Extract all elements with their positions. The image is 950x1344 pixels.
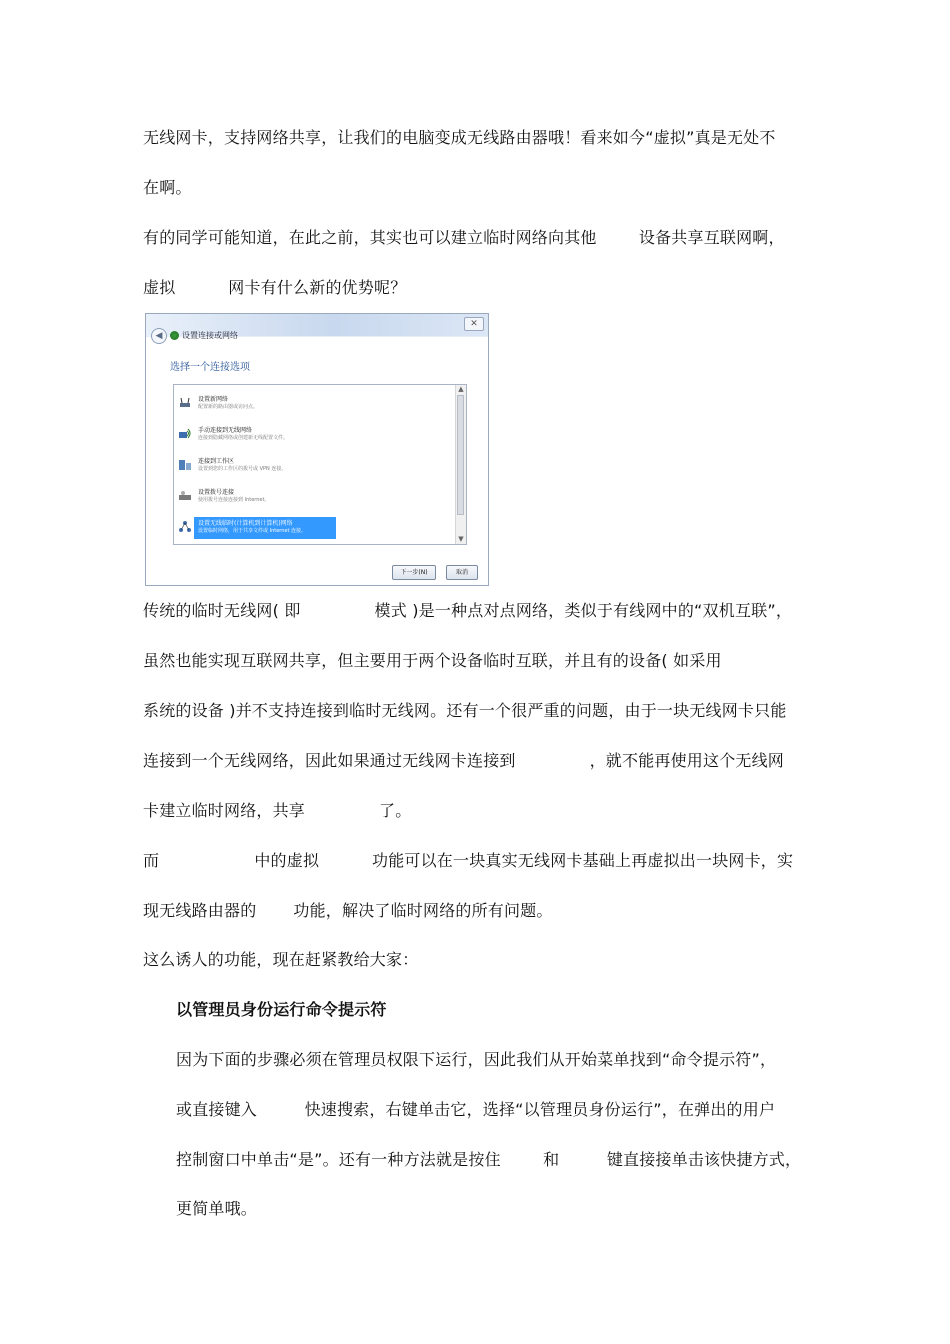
paragraph-line: 传统的临时无线网( 即 模式 )是一种点对点网络，类似于有线网中的“双机互联”， <box>143 601 793 620</box>
dialog-title: 设置连接或网络 <box>182 331 238 340</box>
option-desc: 使用拨号连接连接到 Internet。 <box>198 497 270 503</box>
paragraph-line: 更简单哦。 <box>176 1199 258 1218</box>
close-icon[interactable]: ✕ <box>464 317 484 331</box>
option-manual-wireless[interactable] <box>178 424 334 446</box>
option-desc: 配置新的路由器或访问点。 <box>198 404 259 410</box>
dialog-heading: 选择一个连接选项 <box>170 362 250 373</box>
adhoc-network-icon <box>178 520 192 534</box>
paragraph-line: 或直接键入 快速搜索，右键单击它，选择“以管理员身份运行”，在弹出的用户 <box>176 1100 776 1119</box>
paragraph-line: 因为下面的步骤必须在管理员权限下运行，因此我们从开始菜单找到“命令提示符”， <box>176 1050 777 1069</box>
wireless-network-icon <box>178 427 192 441</box>
cancel-button[interactable]: 取消 <box>446 565 478 580</box>
option-workplace[interactable] <box>178 455 334 477</box>
network-icon <box>170 331 179 340</box>
scroll-down-icon[interactable]: ▼ <box>458 535 464 543</box>
paragraph-line: 虚拟 网卡有什么新的优势呢？ <box>143 278 407 297</box>
option-title: 设置拨号连接 <box>198 489 235 496</box>
connection-options-list <box>173 384 467 545</box>
paragraph-line: 在啊。 <box>143 178 192 197</box>
scrollbar-thumb[interactable] <box>457 395 464 515</box>
paragraph-line: 控制窗口中单击“是”。还有一种方法就是按住 和 键直接接单击该快捷方式， <box>176 1150 802 1169</box>
option-title: 连接到工作区 <box>198 458 235 465</box>
workplace-icon <box>178 458 192 472</box>
connection-dialog-screenshot <box>145 313 489 586</box>
option-desc: 设置临时网络，用于共享文件或 Internet 连接。 <box>198 528 307 534</box>
option-title: 设置无线临时(计算机到计算机)网络 <box>198 520 293 527</box>
paragraph-line: 这么诱人的功能，现在赶紧教给大家： <box>143 950 419 969</box>
paragraph-line: 系统的设备 )并不支持连接到临时无线网。还有一个很严重的问题，由于一块无线网卡只能 <box>143 701 787 720</box>
paragraph-line: 而 中的虚拟 功能可以在一块真实无线网卡基础上再虚拟出一块网卡，实 <box>143 851 794 870</box>
scroll-up-icon[interactable]: ▲ <box>458 385 464 393</box>
option-title: 手动连接到无线网络 <box>198 427 253 434</box>
paragraph-line: 连接到一个无线网络，因此如果通过无线网卡连接到 ，就不能再使用这个无线网 <box>143 751 785 770</box>
paragraph-line: 卡建立临时网络，共享 了。 <box>143 801 412 820</box>
option-desc: 连接到隐藏网络或创建新无线配置文件。 <box>198 435 289 441</box>
back-arrow-icon[interactable]: ◀ <box>151 328 167 344</box>
paragraph-line: 无线网卡，支持网络共享，让我们的电脑变成无线路由器哦！看来如今“虚拟”真是无处不 <box>143 128 776 147</box>
paragraph-line: 现无线路由器的 功能，解决了临时网络的所有问题。 <box>143 901 553 920</box>
next-button[interactable]: 下一步(N) <box>392 565 436 580</box>
option-new-network[interactable] <box>178 393 334 415</box>
option-dialup[interactable] <box>178 486 334 508</box>
section-heading: 以管理员身份运行命令提示符 <box>176 1000 387 1019</box>
router-icon <box>178 396 192 410</box>
option-desc: 设置到您的工作区的拨号或 VPN 连接。 <box>198 466 287 472</box>
scrollbar[interactable] <box>455 385 466 544</box>
paragraph-line: 虽然也能实现互联网共享，但主要用于两个设备临时互联，并且有的设备( 如采用 <box>143 651 722 670</box>
option-adhoc-selected[interactable] <box>194 517 336 539</box>
modem-icon <box>178 489 192 503</box>
option-title: 设置新网络 <box>198 396 229 403</box>
paragraph-line: 有的同学可能知道，在此之前，其实也可以建立临时网络向其他 设备共享互联网啊， <box>143 228 785 247</box>
